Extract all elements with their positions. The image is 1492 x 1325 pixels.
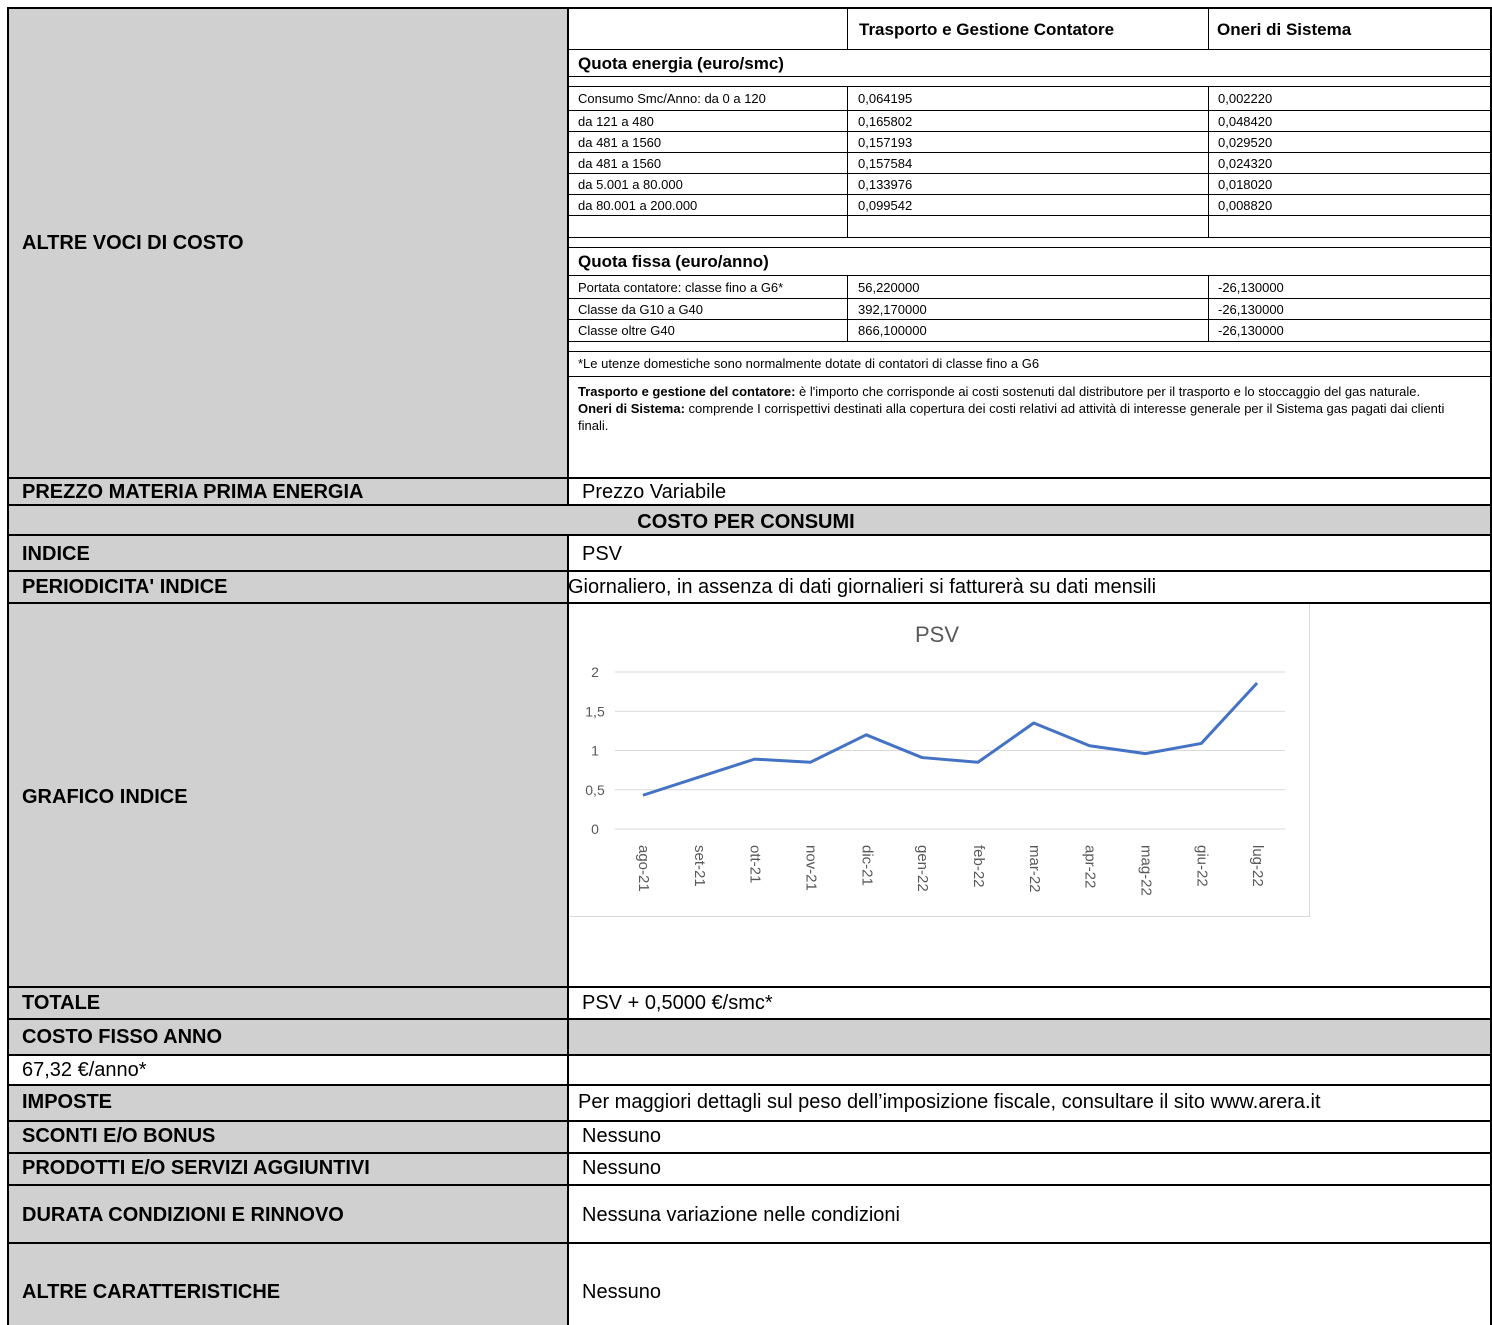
- x-tick-label: set-21: [690, 845, 708, 887]
- table-cell: da 121 a 480: [578, 114, 654, 129]
- cost-table-line: [568, 131, 1490, 132]
- y-tick-label: 0: [591, 821, 599, 837]
- row-line: [7, 1120, 1492, 1122]
- cost-table-line: [568, 247, 1490, 248]
- row-line: [7, 986, 1492, 988]
- cost-table-col-line: [1208, 275, 1209, 341]
- cost-table-line: [568, 341, 1490, 342]
- x-tick-label: lug-22: [1249, 845, 1267, 887]
- row-line: [7, 1084, 1492, 1086]
- cost-table-line: [568, 194, 1490, 195]
- x-tick-label: feb-22: [969, 845, 987, 888]
- section-bg-costo-fisso: [8, 1019, 1492, 1055]
- cost-table-line: [568, 275, 1490, 276]
- table-cell: 0,048420: [1218, 114, 1273, 129]
- label-cell-bg-indice: [8, 535, 568, 571]
- x-tick-label: ott-21: [746, 845, 764, 884]
- border-top: [7, 7, 1492, 9]
- altre-caratteristiche-value: Nessuno: [582, 1281, 661, 1303]
- costo-consumi-title: COSTO PER CONSUMI: [637, 511, 855, 533]
- row-line: [7, 1054, 1492, 1056]
- table-cell: 0,064195: [858, 91, 913, 106]
- x-tick-label: giu-22: [1193, 845, 1211, 887]
- row-line: [7, 1184, 1492, 1186]
- table-cell: Consumo Smc/Anno: da 0 a 120: [578, 91, 766, 106]
- row-line: [7, 477, 1492, 479]
- cost-table-line: [568, 76, 1490, 77]
- table-cell: 0,029520: [1218, 135, 1273, 150]
- table-cell: 0,157584: [858, 156, 913, 171]
- table-cell: 0,024320: [1218, 156, 1273, 171]
- table-cell: Classe da G10 a G40: [578, 302, 704, 317]
- costo-fisso-value: 67,32 €/anno*: [22, 1059, 147, 1081]
- durata-value: Nessuna variazione nelle condizioni: [582, 1204, 900, 1226]
- prodotti-label: PRODOTTI E/O SERVIZI AGGIUNTIVI: [22, 1157, 370, 1179]
- table-cell: 0,133976: [858, 177, 913, 192]
- table-cell: 0,165802: [858, 114, 913, 129]
- sconti-value: Nessuno: [582, 1125, 661, 1147]
- cost-table-col-line: [847, 8, 848, 49]
- x-tick-label: ago-21: [634, 845, 652, 892]
- x-tick-label: nov-21: [802, 845, 820, 891]
- imposte-label: IMPOSTE: [22, 1091, 113, 1113]
- x-tick-label: dic-21: [858, 845, 876, 886]
- totale-label: TOTALE: [22, 992, 101, 1014]
- note-oneri-text: comprende I corrispettivi destinati alla copertura dei costi relativi ad attività di interesse generale per il Sistema gas pagati dai clienti finali.: [578, 401, 1445, 433]
- periodicita-value: Giornaliero, in assenza di dati giornalieri si fatturerà su dati mensili: [568, 576, 1157, 598]
- cost-table-col-line: [1208, 86, 1209, 237]
- table-cell: Classe oltre G40: [578, 323, 675, 338]
- indice-value: PSV: [582, 543, 623, 565]
- cost-table-line: [568, 215, 1490, 216]
- y-tick-label: 1,5: [585, 703, 605, 720]
- cost-table-line: [568, 298, 1490, 299]
- col-header-oneri: Oneri di Sistema: [1217, 20, 1352, 39]
- cost-table-line: [568, 376, 1490, 377]
- y-tick-label: 0,5: [585, 781, 605, 798]
- notes-block: [578, 383, 1478, 434]
- cost-table-line: [568, 237, 1490, 238]
- costo-fisso-label: COSTO FISSO ANNO: [22, 1026, 223, 1048]
- periodicita-label: PERIODICITA' INDICE: [22, 576, 228, 598]
- table-cell: 866,100000: [858, 323, 927, 338]
- row-line: [7, 534, 1492, 536]
- border-left: [7, 7, 9, 1325]
- indice-label: INDICE: [22, 543, 90, 565]
- cost-table-line: [568, 152, 1490, 153]
- table-cell: Portata contatore: classe fino a G6*: [578, 280, 784, 295]
- sconti-label: SCONTI E/O BONUS: [22, 1125, 216, 1147]
- prezzo-materia-value: Prezzo Variabile: [582, 481, 727, 503]
- table-cell: da 5.001 a 80.000: [578, 177, 683, 192]
- prodotti-value: Nessuno: [582, 1157, 661, 1179]
- row-line: [7, 570, 1492, 572]
- x-tick-label: mar-22: [1025, 845, 1043, 893]
- cost-table-line: [568, 86, 1490, 87]
- quota-fissa-title: Quota fissa (euro/anno): [578, 252, 769, 271]
- cost-table-col-line: [847, 275, 848, 341]
- table-cell: da 80.001 a 200.000: [578, 198, 698, 213]
- col-header-trasporto: Trasporto e Gestione Contatore: [859, 20, 1115, 39]
- cost-table-line: [568, 49, 1490, 50]
- table-cell: 0,157193: [858, 135, 913, 150]
- table-cell: 392,170000: [858, 302, 927, 317]
- altre-voci-label: ALTRE VOCI DI COSTO: [22, 232, 244, 254]
- row-line: [7, 1018, 1492, 1020]
- note-trasporto-text: è l'importo che corrisponde ai costi sostenuti dal distributore per il trasporto e lo stoccaggio del gas naturale.: [795, 384, 1421, 399]
- row-line: [7, 504, 1492, 506]
- note-trasporto-label: Trasporto e gestione del contatore:: [578, 384, 796, 399]
- prezzo-materia-label: PREZZO MATERIA PRIMA ENERGIA: [22, 481, 364, 503]
- psv-series-line: [643, 683, 1257, 795]
- chart-title: PSV: [914, 622, 960, 647]
- grafico-label: GRAFICO INDICE: [22, 786, 188, 808]
- table-cell: -26,130000: [1218, 302, 1284, 317]
- table-cell: 0,018020: [1218, 177, 1273, 192]
- durata-label: DURATA CONDIZIONI E RINNOVO: [22, 1204, 344, 1226]
- footnote: *Le utenze domestiche sono normalmente dotate di contatori di classe fino a G6: [578, 356, 1040, 371]
- column-divider-top: [567, 7, 569, 506]
- cost-table-line: [568, 351, 1490, 352]
- quota-energia-title: Quota energia (euro/smc): [578, 54, 784, 73]
- cost-table-col-line: [847, 86, 848, 237]
- table-cell: -26,130000: [1218, 323, 1284, 338]
- table-cell: -26,130000: [1218, 280, 1284, 295]
- cost-table-line: [568, 173, 1490, 174]
- table-cell: 0,002220: [1218, 91, 1273, 106]
- y-tick-label: 1: [591, 742, 599, 759]
- table-cell: 0,099542: [858, 198, 913, 213]
- totale-value: PSV + 0,5000 €/smc*: [582, 992, 773, 1014]
- row-line: [7, 1152, 1492, 1154]
- imposte-value: Per maggiori dettagli sul peso dell’imposizione fiscale, consultare il sito www.arera.it: [578, 1091, 1321, 1113]
- table-cell: 56,220000: [858, 280, 920, 295]
- x-tick-label: mag-22: [1137, 845, 1155, 896]
- table-cell: da 481 a 1560: [578, 156, 662, 171]
- cost-table-line: [568, 319, 1490, 320]
- y-tick-label: 2: [591, 664, 599, 680]
- x-tick-label: apr-22: [1081, 845, 1099, 889]
- psv-chart: [569, 604, 1310, 917]
- row-line: [7, 1242, 1492, 1244]
- note-oneri-label: Oneri di Sistema:: [578, 401, 685, 416]
- table-cell: 0,008820: [1218, 198, 1273, 213]
- x-tick-label: gen-22: [914, 845, 932, 892]
- cost-table-line: [568, 110, 1490, 111]
- altre-caratteristiche-label: ALTRE CARATTERISTICHE: [22, 1281, 281, 1303]
- table-cell: da 481 a 1560: [578, 135, 662, 150]
- cost-table-col-line: [1208, 8, 1209, 49]
